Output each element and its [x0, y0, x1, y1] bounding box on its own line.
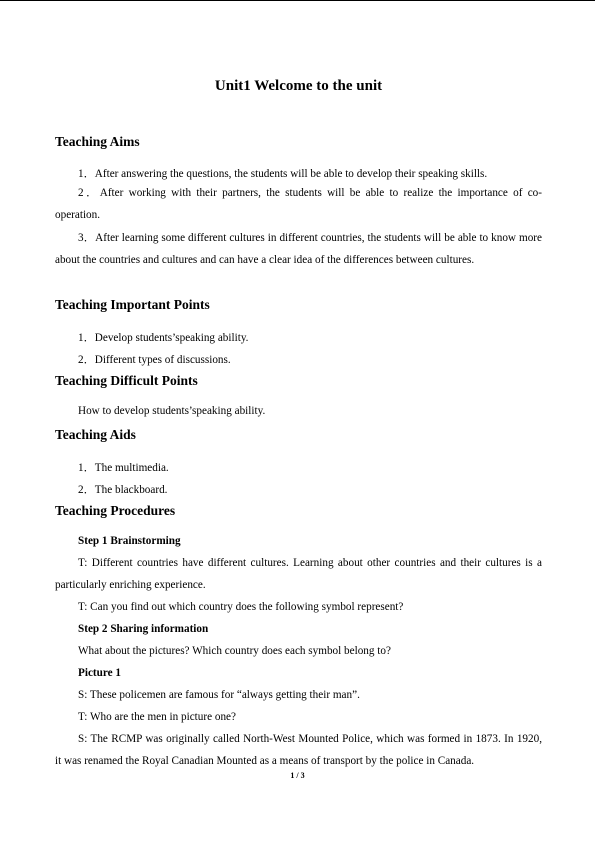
heading-teaching-procedures: Teaching Procedures	[55, 503, 176, 518]
aid-item-2: 2．The blackboard.	[78, 484, 168, 496]
important-item-2: 2．Different types of discussions.	[78, 354, 231, 366]
aim-item-1: 1．After answering the questions, the students will be able to develop their speaking skills.	[78, 168, 488, 180]
heading-teaching-aims: Teaching Aims	[55, 134, 140, 149]
page-top-border	[0, 0, 595, 1]
picture-1-label: Picture 1	[78, 667, 121, 679]
heading-teaching-aids: Teaching Aids	[55, 427, 136, 442]
difficult-text: How to develop students’speaking ability.	[78, 405, 266, 417]
aim-item-2: 2．After working with their partners, the students will be able to realize the importance of co-operation.	[55, 187, 542, 222]
step1-paragraph-1: T: Different countries have different cultures. Learning about other countries and their cultures is a particularly enriching experience.	[55, 557, 542, 592]
step2-heading: Step 2 Sharing information	[78, 623, 209, 635]
step2-paragraph-2: S: These policemen are famous for “always getting their man”.	[78, 689, 360, 701]
step2-paragraph-3: T: Who are the men in picture one?	[78, 711, 236, 723]
aid-item-1: 1．The multimedia.	[78, 462, 169, 474]
step2-paragraph-4: S: The RCMP was originally called North-West Mounted Police, which was formed in 1873. In 1920, it was renamed the Royal Canadian Mounted as a means of transport by the police in Canada.	[55, 733, 542, 768]
heading-difficult-points: Teaching Difficult Points	[55, 373, 198, 388]
heading-important-points: Teaching Important Points	[55, 297, 210, 312]
step1-heading: Step 1 Brainstorming	[78, 535, 181, 547]
page-number: 1 / 3	[290, 771, 305, 780]
step1-paragraph-2: T: Can you find out which country does the following symbol represent?	[78, 601, 404, 613]
step2-paragraph-1: What about the pictures? Which country does each symbol belong to?	[78, 645, 391, 657]
important-item-1: 1．Develop students’speaking ability.	[78, 332, 249, 344]
document-title: Unit1 Welcome to the unit	[214, 78, 383, 94]
aim-item-3: 3．After learning some different cultures in different countries, the students will be able to know more about the countries and cultures and can have a clear idea of the differences between cultures.	[55, 232, 542, 267]
